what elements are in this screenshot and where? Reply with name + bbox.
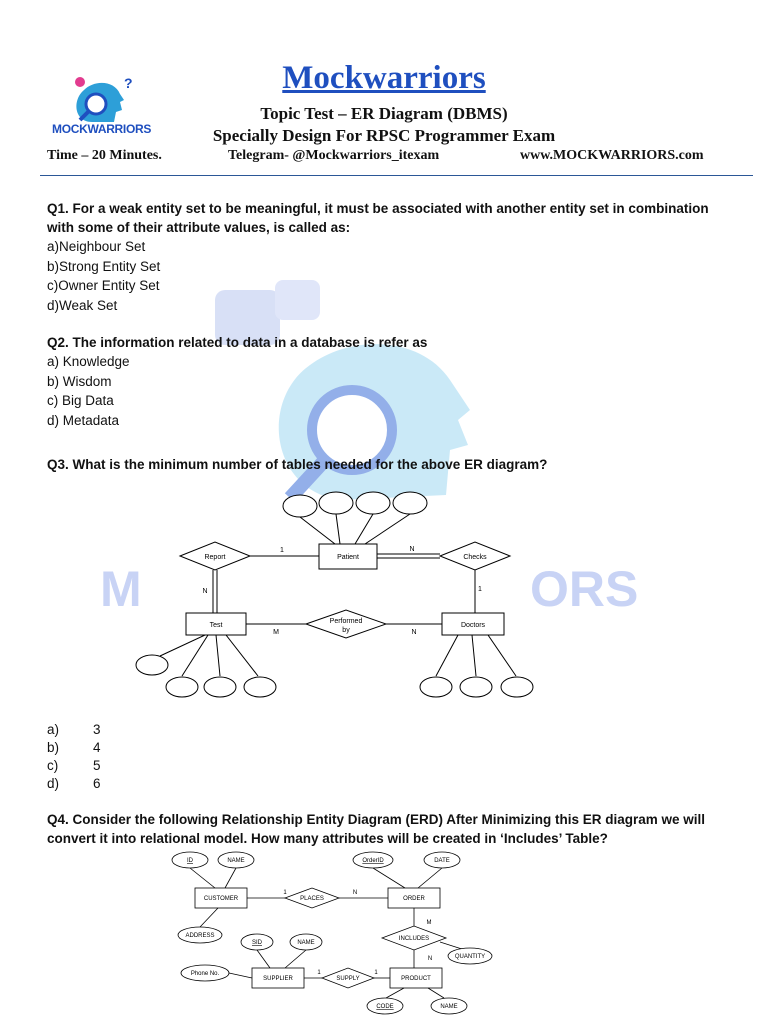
brand-title: Mockwarriors <box>282 60 486 96</box>
performed-label: Performed <box>329 618 363 625</box>
patient-label: Patient <box>337 554 359 561</box>
option: d) Metadata <box>47 412 120 428</box>
watermark-text-right: ORS <box>530 561 639 617</box>
doctors-label: Doctors <box>460 622 486 629</box>
option: a)Neighbour Set <box>47 239 146 254</box>
telegram-handle: Telegram- @Mockwarriors_itexam <box>228 148 440 163</box>
option-value: 4 <box>93 740 101 755</box>
attr-sid: SID <box>251 940 263 946</box>
report-label: Report <box>204 554 226 561</box>
attr-pname: NAME <box>440 1004 458 1010</box>
option-value: 3 <box>93 722 101 737</box>
cardinality: 1 <box>280 547 284 554</box>
option-key: c) <box>47 758 59 773</box>
option-value: 5 <box>93 758 101 773</box>
attr-name: NAME <box>227 858 245 864</box>
time-limit: Time – 20 Minutes. <box>47 148 162 163</box>
option: b) Wisdom <box>47 373 112 389</box>
cardinality: N <box>409 546 415 553</box>
option: a) Knowledge <box>47 354 130 369</box>
cardinality: N <box>202 588 208 595</box>
by-label: by <box>342 627 350 634</box>
attr-orderid: OrderID <box>362 858 384 864</box>
entity-customer: CUSTOMER <box>203 896 239 902</box>
header-divider <box>40 175 753 176</box>
q2-options <box>47 352 130 430</box>
subtitle-exam: Specially Design For RPSC Programmer Exam <box>212 126 556 145</box>
attr-address: ADDRESS <box>185 933 215 939</box>
cardinality: N <box>352 890 358 896</box>
cardinality: N <box>427 956 433 962</box>
attr-code: CODE <box>376 1004 394 1010</box>
q1-options <box>47 237 160 315</box>
rel-includes: INCLUDES <box>398 936 430 942</box>
er-diagram-q4 <box>160 850 500 1025</box>
entity-order: ORDER <box>403 896 425 902</box>
attr-sname: NAME <box>297 940 315 946</box>
question-3: Q3. What is the minimum number of tables needed for the above ER diagram? <box>47 457 548 472</box>
entity-product: PRODUCT <box>401 976 431 982</box>
svg-text:?: ? <box>124 75 133 91</box>
option-key: a) <box>47 722 60 737</box>
option: c)Owner Entity Set <box>47 278 160 293</box>
q3-options <box>47 722 101 794</box>
option: b)Strong Entity Set <box>47 258 161 274</box>
cardinality: N <box>411 629 417 636</box>
entity-supplier: SUPPLIER <box>263 976 293 982</box>
option: d)Weak Set <box>47 297 118 313</box>
option-key: d) <box>47 776 60 791</box>
cardinality: 1 <box>283 890 287 896</box>
watermark-text-left: M <box>100 561 142 617</box>
attr-id: ID <box>187 858 193 864</box>
attr-phone: Phone No. <box>190 971 220 977</box>
logo-text: MOCKWARRIORS <box>52 122 152 136</box>
test-label: Test <box>209 622 223 629</box>
attr-date: DATE <box>434 858 450 864</box>
website-link[interactable]: www.MOCKWARRIORS.com <box>520 148 704 163</box>
cardinality: M <box>426 920 432 926</box>
subtitle-topic: Topic Test – ER Diagram (DBMS) <box>260 104 508 123</box>
rel-supply: SUPPLY <box>336 976 360 982</box>
attr-quantity: QUANTITY <box>454 954 486 960</box>
cardinality: 1 <box>317 970 321 976</box>
cardinality: 1 <box>374 970 378 976</box>
question-2: Q2. The information related to data in a database is refer as <box>47 335 428 350</box>
question-4: Q4. Consider the following Relationship Entity Diagram (ERD) After Minimizing this ER diagram we will convert it into relational model. How many attributes will be created in ‘Includes’ Table? <box>47 812 706 846</box>
rel-places: PLACES <box>300 896 324 902</box>
cardinality: 1 <box>478 586 482 593</box>
question-1: Q1. For a weak entity set to be meaningful, it must be associated with another entity set in combination with some of their attribute values, is called as: <box>47 201 709 235</box>
option-key: b) <box>47 740 60 755</box>
checks-label: Checks <box>463 554 487 561</box>
option: c) Big Data <box>47 393 114 408</box>
cardinality: M <box>273 629 279 636</box>
er-diagram-q3 <box>130 486 540 711</box>
option-value: 6 <box>93 776 101 791</box>
